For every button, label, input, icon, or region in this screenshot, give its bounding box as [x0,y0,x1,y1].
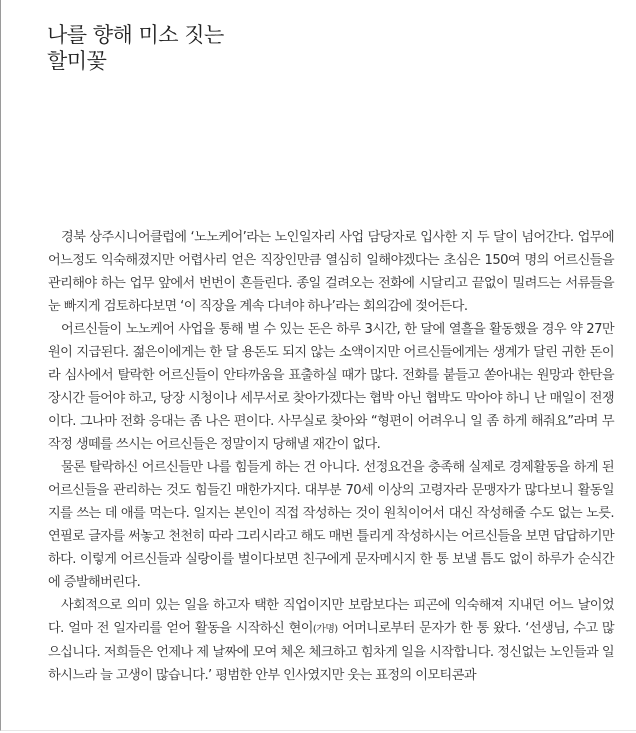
article-body [48,226,614,687]
paragraph-1: 경북 상주시니어클럽에 ‘노노케어’라는 노인일자리 사업 담당자로 입사한 지 두 달이 넘어간다. 업무에 어느정도 익숙해졌지만 어렵사리 얻은 직장인만큼 열심히 일해야겠다는 초심은 150여 명의 어르신들을 관리해야 하는 업무 앞에서 번번이 흔들린다. 종일 걸려오는 전화에 시달리고 끝없이 밀려드는 서류들을 눈 빠지게 검토하다보면 ‘이 직장을 계속 다녀야 하나’라는 회의감에 젖어든다. [48,230,614,314]
paragraph-2: 어르신들이 노노케어 사업을 통해 벌 수 있는 돈은 하루 3시간, 한 달에 열흘을 활동했을 경우 약 27만 원이 지급된다. 젊은이에게는 한 달 용돈도 되지 않는 소액이지만 어르신들에게는 생계가 달린 귀한 돈이라 심사에서 탈락한 어르신들이 안타까움을 표출하실 때가 많다. 전화를 붙들고 쏟아내는 원망과 한탄을 장시간 들어야 하고, 당장 시청이나 세무서로 찾아가겠다는 협박 아닌 협박도 막아야 하니 난 매일이 전쟁이다. 그나마 전화 응대는 좀 나은 편이다. 사무실로 찾아와 “형편이 어려우니 일 좀 하게 해줘요”라며 무작정 생떼를 쓰시는 어르신들은 정말이지 당해낼 재간이 없다. [48,322,614,452]
pseudonym-note: (가명) [312,624,338,635]
paragraph-4-text-a: 사회적으로 의미 있는 일을 하고자 택한 직업이지만 보람보다는 피곤에 익숙해져 지내던 어느 날이었다. 얼마 전 일자리를 얻어 활동을 시작하신 현이 [48,598,614,636]
paragraph-4 [48,594,614,687]
title-line-2: 할미꽃 [47,49,107,73]
paragraph-4-text-b: 어머니로부터 문자가 한 통 왔다. ‘선생님, 수고 많으십니다. 저희들은 언제나 제 날짜에 모여 체온 체크하고 힘차게 일을 시작합니다. 정신없는 노인들과 일하시느라 늘 고생이 많습니다.’ 평범한 안부 인사였지만 웃는 표정의 이모티콘과 [48,621,614,683]
title-line-1: 나를 향해 미소 짓는 [47,23,224,47]
paragraph-3: 물론 탈락하신 어르신들만 나를 힘들게 하는 건 아니다. 선정요건을 충족해 실제로 경제활동을 하게 된 어르신들을 관리하는 것도 힘들긴 매한가지다. 대부분 70세 이상의 고령자라 문맹자가 많다보니 활동일지를 쓰는 데 애를 먹는다. 일지는 본인이 직접 작성하는 것이 원칙이어서 대신 작성해줄 수도 없는 노릇. 연필로 글자를 써놓고 천천히 따라 그리시라고 해도 매번 틀리게 작성하시는 어르신들을 보면 답답하기만 하다. 이렇게 어르신들과 실랑이를 벌이다보면 친구에게 문자메시지 한 통 보낼 틈도 없이 하루가 순식간에 증발해버린다. [48,460,614,590]
article-title [47,22,224,74]
